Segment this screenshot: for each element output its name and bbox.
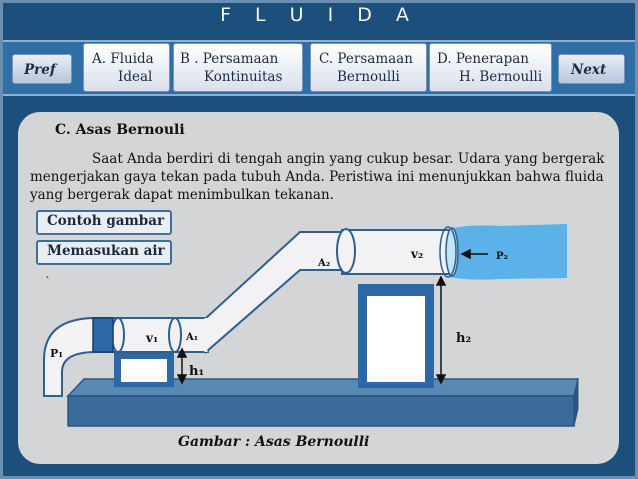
section-heading: C. Asas Bernouli (55, 122, 185, 138)
section-paragraph: Saat Anda berdiri di tengah angin yang cukup besar. Udara yang bergerak mengerjakan gaya tekan pada tubuh Anda. Peristiwa ini menunjukkan bahwa fluida yang bergerak dapat menimbulkan tekanan. (30, 151, 605, 203)
label-p1: P₁ (50, 347, 64, 360)
figure-caption: Gambar : Asas Bernoulli (178, 434, 370, 450)
tab-label-line2: Bernoulli (337, 69, 400, 85)
tick-mark: ` (45, 275, 51, 289)
sloped-pipe (206, 232, 350, 352)
next-button[interactable]: Next (558, 54, 625, 84)
label-p2: P₂ (496, 251, 508, 262)
tab-label-line2: Kontinuitas (204, 69, 283, 85)
inlet-plug (93, 318, 113, 352)
label-h2: h₂ (456, 331, 472, 346)
section-v1-ellipse (112, 318, 124, 352)
support-left (114, 353, 174, 387)
tab-label-line1: B . Persamaan (180, 51, 279, 67)
label-a1: A₁ (186, 332, 199, 343)
fill-water-button[interactable]: Memasukan air (36, 240, 172, 265)
tab-label-line1: C. Persamaan (319, 51, 413, 67)
label-h1: h₁ (189, 364, 205, 379)
example-image-button[interactable]: Contoh gambar (36, 210, 172, 235)
upper-pipe (342, 230, 452, 274)
section-a2-ellipse (337, 229, 355, 273)
slide-title: F L U I D A (220, 4, 418, 26)
label-v2: v₂ (411, 247, 424, 261)
tab-label-line1: D. Penerapan (437, 51, 529, 67)
tab-label-line1: A. Fluida (92, 51, 154, 67)
support-right (358, 284, 434, 388)
section-a1-ellipse (169, 318, 181, 352)
tab-label-line2: H. Bernoulli (459, 69, 543, 85)
h1-arrow (178, 349, 186, 383)
label-v1: v₁ (146, 331, 159, 345)
tab-label-line2: Ideal (118, 69, 153, 85)
h2-arrow (437, 277, 445, 383)
pref-button[interactable]: Pref (12, 54, 72, 84)
label-a2: A₂ (318, 258, 331, 269)
